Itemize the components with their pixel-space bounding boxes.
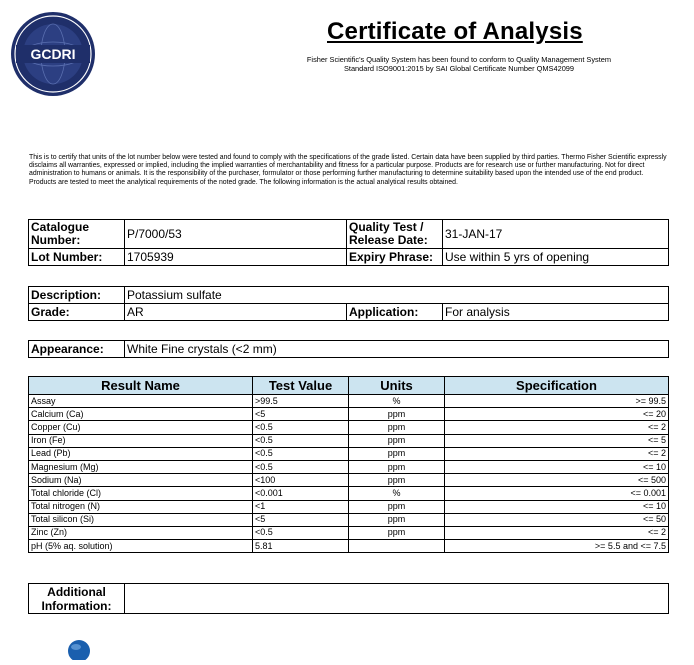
result-name: Assay — [29, 395, 253, 408]
units: ppm — [349, 526, 445, 539]
lot-label: Lot Number: — [29, 249, 125, 266]
header-units: Units — [349, 377, 445, 395]
table-row — [29, 447, 669, 460]
result-name: Copper (Cu) — [29, 421, 253, 434]
result-name: Calcium (Ca) — [29, 408, 253, 421]
result-name: Total silicon (Si) — [29, 513, 253, 526]
intro-paragraph: This is to certify that units of the lot number below were tested and found to comply with the specifications of the grade listed. Certain data have been supplied by third parties. Thermo Fisher Scientific expressly disclaims all warranties, expressed or implied, including the implied warranties of merchantability and fitness for a particular purpose. Products are for research use or further manufacturing. Not for direct administration to humans or animals. It is the responsibility of the purchaser, formulator or those performing further manufacturing to determine suitability based upon the intended use of the end product. Products are tested to meet the analytical requirements of the noted grade. The following information is the actual analytical results obtained. — [29, 154, 667, 186]
additional-info-label: Additional Information: — [29, 584, 125, 614]
specification: <= 10 — [445, 460, 669, 473]
result-name: Total nitrogen (N) — [29, 500, 253, 513]
quality-value: 31-JAN-17 — [443, 220, 669, 249]
result-name: Total chloride (Cl) — [29, 487, 253, 500]
test-value: <100 — [253, 474, 349, 487]
test-value: <0.001 — [253, 487, 349, 500]
specification: <= 5 — [445, 434, 669, 447]
units: ppm — [349, 434, 445, 447]
units: ppm — [349, 460, 445, 473]
additional-info-table — [28, 583, 669, 614]
specification: <= 2 — [445, 421, 669, 434]
test-value: <5 — [253, 408, 349, 421]
description-value: Potassium sulfate — [125, 287, 669, 304]
table-row — [29, 434, 669, 447]
result-name: Lead (Pb) — [29, 447, 253, 460]
test-value: <0.5 — [253, 526, 349, 539]
result-name: Magnesium (Mg) — [29, 460, 253, 473]
specification: <= 10 — [445, 500, 669, 513]
results-table — [28, 376, 669, 553]
units: ppm — [349, 421, 445, 434]
logo-text: GCDRI — [30, 46, 76, 62]
appearance-label: Appearance: — [29, 341, 125, 358]
table-row — [29, 540, 669, 553]
result-name: Iron (Fe) — [29, 434, 253, 447]
specification: <= 500 — [445, 474, 669, 487]
specification: >= 5.5 and <= 7.5 — [445, 540, 669, 553]
specification: <= 20 — [445, 408, 669, 421]
specification: <= 50 — [445, 513, 669, 526]
test-value: <0.5 — [253, 447, 349, 460]
table-row — [29, 500, 669, 513]
table-row — [29, 421, 669, 434]
catalogue-label: Catalogue Number: — [29, 220, 125, 249]
specification: <= 2 — [445, 526, 669, 539]
expiry-label: Expiry Phrase: — [347, 249, 443, 266]
result-name: Sodium (Na) — [29, 474, 253, 487]
table-row — [29, 395, 669, 408]
table-row — [29, 408, 669, 421]
table-row — [29, 474, 669, 487]
company-logo — [10, 11, 96, 97]
additional-info-value — [125, 584, 669, 614]
units: ppm — [349, 408, 445, 421]
table-row — [29, 513, 669, 526]
page-title: Certificate of Analysis — [327, 18, 583, 45]
units: % — [349, 395, 445, 408]
header-test-value: Test Value — [253, 377, 349, 395]
quality-label: Quality Test / Release Date: — [347, 220, 443, 249]
specification: <= 0.001 — [445, 487, 669, 500]
footer-logo-icon — [68, 640, 94, 665]
test-value: <0.5 — [253, 434, 349, 447]
units: ppm — [349, 500, 445, 513]
test-value: >99.5 — [253, 395, 349, 408]
appearance-value: White Fine crystals (<2 mm) — [125, 341, 669, 358]
grade-value: AR — [125, 304, 347, 321]
product-table — [28, 286, 669, 321]
expiry-value: Use within 5 yrs of opening — [443, 249, 669, 266]
specification: >= 99.5 — [445, 395, 669, 408]
certification-statement: Fisher Scientific's Quality System has been found to conform to Quality Management System Standard ISO9001:2015 by SAI Global Certificate Number QMS42099 — [306, 55, 612, 74]
header-result-name: Result Name — [29, 377, 253, 395]
units: ppm — [349, 474, 445, 487]
test-value: <0.5 — [253, 460, 349, 473]
test-value: 5.81 — [253, 540, 349, 553]
catalogue-value: P/7000/53 — [125, 220, 347, 249]
units — [349, 540, 445, 553]
table-row — [29, 526, 669, 539]
table-row — [29, 487, 669, 500]
appearance-table — [28, 340, 669, 358]
units: % — [349, 487, 445, 500]
test-value: <1 — [253, 500, 349, 513]
description-label: Description: — [29, 287, 125, 304]
test-value: <5 — [253, 513, 349, 526]
result-name: Zinc (Zn) — [29, 526, 253, 539]
lot-value: 1705939 — [125, 249, 347, 266]
header-specification: Specification — [445, 377, 669, 395]
units: ppm — [349, 513, 445, 526]
application-value: For analysis — [443, 304, 669, 321]
application-label: Application: — [347, 304, 443, 321]
result-name: pH (5% aq. solution) — [29, 540, 253, 553]
table-row — [29, 460, 669, 473]
specification: <= 2 — [445, 447, 669, 460]
info-table — [28, 219, 669, 266]
test-value: <0.5 — [253, 421, 349, 434]
grade-label: Grade: — [29, 304, 125, 321]
units: ppm — [349, 447, 445, 460]
